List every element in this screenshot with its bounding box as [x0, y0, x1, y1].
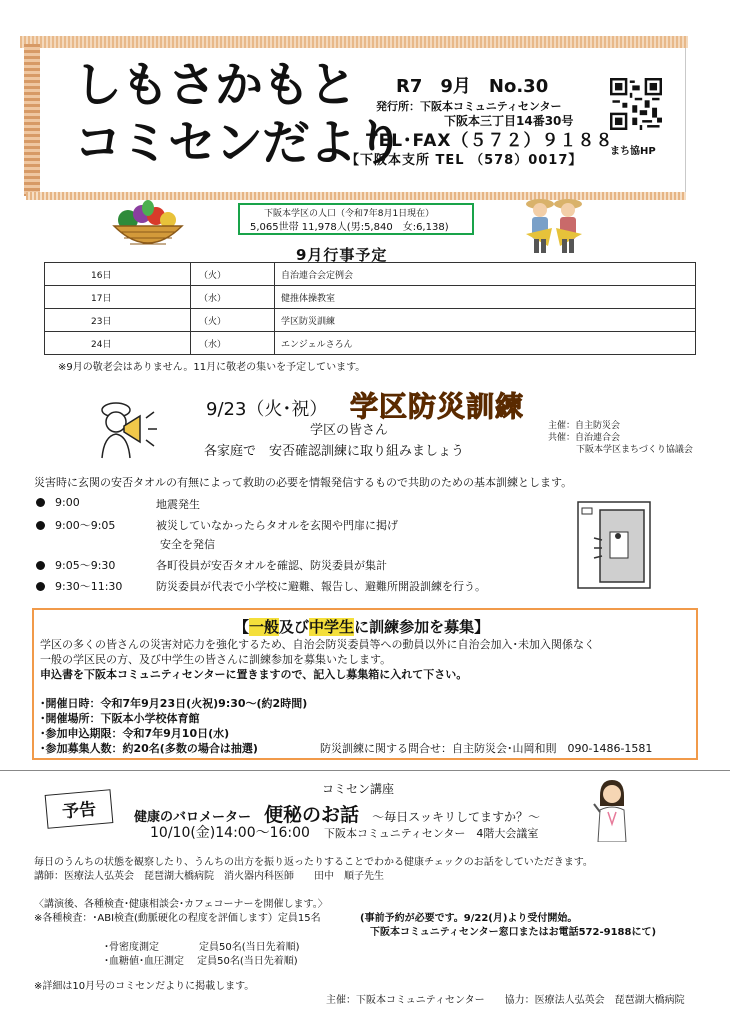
tel-fax: TEL･FAX（５７２）９１８８ [366, 131, 614, 151]
qr-code-icon[interactable] [610, 78, 662, 130]
publisher: 発行所：下阪本コミュニティセンター [376, 100, 562, 113]
drill-date: 9/23（火･祝） [206, 399, 328, 420]
lecture-lecturer: 講師：医療法人弘英会 琵琶湖大橋病院 消火器内科医師 田中 順子先生 [34, 871, 384, 882]
drill-intro: 災害時に玄関の安否タオルの有無によって救助の必要を情報発信するもので共助のための基本訓練とします。 [34, 476, 573, 489]
schedule-desc: 防災委員が代表で小学校に避難、報告し、避難所開設訓練を行う。 [156, 580, 486, 593]
drill-subtitle: 各家庭で 安否確認訓練に取り組みましょう [204, 444, 465, 459]
lecture-check-note: (事前予約が必要です。9/22(月)より受付開始。 [360, 913, 578, 924]
drill-greeting: 学区の皆さん [310, 423, 389, 438]
table-row [45, 263, 696, 286]
event-name: エンジェルさろん [275, 332, 696, 355]
lecture-footer: 主催：下阪本コミュニティセンター 協力：医療法人弘英会 琵琶湖大橋病院 [326, 995, 685, 1006]
megaphone-person-icon [94, 398, 160, 460]
farmers-illustration-icon [522, 194, 586, 258]
event-weekday: （水） [191, 332, 275, 355]
vegetable-basket-icon [108, 198, 188, 256]
newsletter-title-line2: コミセンだより [74, 115, 404, 171]
notice-badge: 予告 [61, 799, 98, 823]
lecture-category: コミセン講座 [322, 782, 395, 796]
schedule-time: 9:00～9:05 [55, 519, 116, 532]
bullet-icon [36, 498, 45, 507]
lecture-title: 健康のバロメーター 便秘のお話 ～毎日スッキリしてますか？～ [134, 804, 540, 826]
bullet-icon [36, 521, 45, 530]
schedule-item [36, 496, 80, 509]
drill-organizer: 主催：自主防災会 [548, 421, 621, 431]
event-day: 16日 [45, 263, 191, 286]
recruitment-item: ･開催場所：下阪本小学校体育館 [40, 712, 200, 725]
schedule-desc: 地震発生 [156, 498, 200, 511]
schedule-desc: 被災していなかったらタオルを玄関や門扉に掲げ [156, 519, 398, 532]
drill-co-organizer-2: 下阪本学区まちづくり協議会 [576, 445, 693, 455]
drill-co-organizer: 共催：自治連合会 [548, 433, 621, 443]
event-day: 23日 [45, 309, 191, 332]
schedule-time: 9:30～11:30 [55, 580, 123, 593]
table-row [45, 332, 696, 355]
schedule-desc-cont: 安全を発信 [160, 538, 215, 551]
issue-number: R7 9月 No.30 [396, 76, 549, 97]
doctor-illustration-icon [592, 778, 632, 842]
lecture-extra: 〈講演後、各種検査･健康相談会･カフェコーナーを開催します。〉 [34, 899, 328, 910]
address: 下阪本三丁目14番30号 [444, 114, 574, 128]
population-values: 5,065世帯 11,978人(男:5,840 女:6,138) [250, 222, 449, 233]
event-name: 学区防災訓練 [275, 309, 696, 332]
lecture-datetime: 10/10(金)14:00～16:00 下阪本コミュニティセンター 4階大会議室 [150, 825, 539, 841]
schedule-item [36, 517, 115, 533]
bullet-icon [36, 582, 45, 591]
schedule-time: 9:00 [55, 496, 80, 509]
lecture-check-abi: ※各種検査：･ABI検査(動脈硬化の程度を評価します）定員15名 [34, 913, 321, 924]
event-weekday: （水） [191, 286, 275, 309]
recruitment-body: 学区の多くの皆さんの災害対応力を強化するため、自治会防災委員等への動員以外に自治会加入･未加入関係なく [40, 638, 596, 651]
qr-label: まち協HP [610, 146, 656, 157]
lecture-description: 毎日のうんちの状態を観察したり、うんちの出方を振り返ったりすることでわかる健康チェックのお話をしていただきます。 [34, 857, 593, 868]
branch-tel: 【下阪本支所 TEL （578）0017】 [346, 153, 583, 168]
recruitment-item: ･開催日時：令和7年9月23日(火祝)9:30～(約2時間) [40, 697, 308, 710]
recruitment-body: 一般の学区民の方、及び中学生の皆さんに訓練参加を募集いたします。 [40, 653, 392, 666]
lecture-check-blood: ･血糖値･血圧測定 定員50名(当日先着順) [104, 956, 298, 967]
table-row [45, 309, 696, 332]
events-note: ※9月の敬老会はありません。11月に敬老の集いを予定しています。 [58, 362, 366, 373]
recruitment-instruction: 申込書を下阪本コミュニティセンターに置きますので、記入し募集箱に入れて下さい。 [40, 668, 468, 681]
event-day: 24日 [45, 332, 191, 355]
event-weekday: （火） [191, 309, 275, 332]
masking-tape-left [24, 44, 40, 196]
schedule-desc: 各町役員が安否タオルを確認、防災委員が集計 [156, 559, 387, 572]
events-table [44, 262, 696, 355]
bullet-icon [36, 561, 45, 570]
event-name: 自治連合会定例会 [275, 263, 696, 286]
recruitment-item: ･参加募集人数：約20名(多数の場合は抽選) [40, 742, 258, 755]
event-weekday: （火） [191, 263, 275, 286]
masking-tape-top [20, 36, 688, 48]
population-title: 下阪本学区の人口（令和7年8月1日現在） [264, 209, 435, 219]
door-towel-icon [576, 500, 652, 590]
drill-title: 学区防災訓練 [350, 390, 525, 423]
schedule-item [36, 578, 122, 594]
newsletter-title-line1: しもさかもと [74, 57, 357, 113]
lecture-detail: ※詳細は10月号のコミセンだよりに掲載します。 [34, 981, 255, 992]
events-heading: 9月行事予定 [296, 246, 388, 264]
table-row [45, 286, 696, 309]
recruitment-title: 【一般及び中学生に訓練参加を募集】 [234, 618, 490, 636]
section-divider [0, 770, 730, 771]
event-day: 17日 [45, 286, 191, 309]
event-name: 健推体操教室 [275, 286, 696, 309]
lecture-check-note-2: 下阪本コミュニティセンター窓口またはお電話572-9188にて) [370, 927, 657, 938]
lecture-check-bone: ･骨密度測定 定員50名(当日先着順) [104, 942, 300, 953]
recruitment-item: ･参加申込期限：令和7年9月10日(水) [40, 727, 230, 740]
recruitment-contact: 防災訓練に関する問合せ：自主防災会･山岡和則 090-1486-1581 [320, 742, 653, 755]
schedule-item [36, 557, 115, 573]
schedule-time: 9:05～9:30 [55, 559, 116, 572]
